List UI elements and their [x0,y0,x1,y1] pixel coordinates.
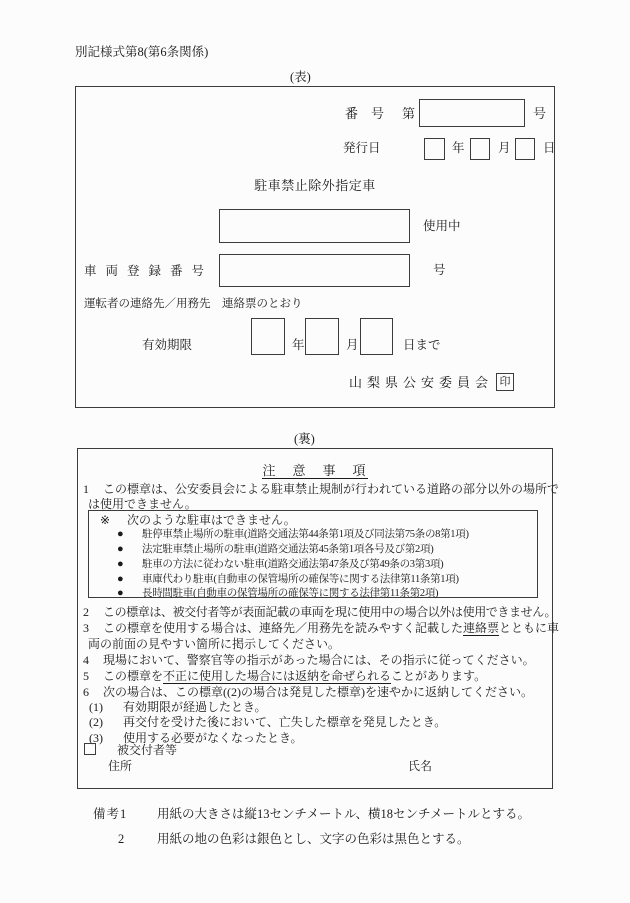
item-text: 次の場合は、この標章((2)の場合は発見した標章)を速やかに返納してください。 [103,685,533,699]
item-text: この標章は、被交付者等が表面記載の車両を現に使用中の場合以外は使用できません。 [103,605,557,619]
in-use-label: 使用中 [423,219,461,233]
item-number: 2 [83,605,89,619]
prohibited-item-text: 法定駐車禁止場所の駐車(道路交通法第45条第1項各号及び第2項) [142,544,434,555]
seal-box [496,373,514,391]
issue-day-label: 日 [543,141,556,155]
number-prefix: 第 [402,106,416,121]
caution-item-1-cont: は使用できません。 [88,497,197,511]
validity-year-input[interactable] [251,318,285,355]
caution-item-5 [83,669,486,683]
caution-item-3-cont: 両の前面の見やすい箇所に掲示してください。 [88,637,341,651]
number-label: 番 号 [345,106,385,121]
vehicle-reg-input[interactable] [219,254,410,287]
bullet-icon: ● [117,558,124,570]
subitem-number: (2) [89,715,103,729]
issue-month-label: 月 [498,141,511,155]
item-text: この標章を [103,669,164,683]
prohibited-item [117,543,433,556]
number-suffix: 号 [533,106,547,121]
bullet-icon: ● [117,573,124,585]
prohibited-item-text: 長時間駐車(自動車の保管場所の確保等に関する法律第11条第2項) [142,588,439,599]
caution-item-6 [83,685,533,699]
validity-label: 有効期限 [142,338,193,352]
driver-contact-line: 運転者の連絡先／用務先 連絡票のとおり [84,298,303,310]
prohibited-item [117,573,459,586]
item-number: 1 [83,482,89,496]
caution-title [77,463,553,478]
recipient-checkbox[interactable] [84,743,96,755]
doc-label: 別記様式第8(第6条関係) [75,45,209,59]
subitem-text: 再交付を受けた後において、亡失した標章を発見したとき。 [123,715,447,729]
name-label: 氏名 [408,759,433,773]
caution-subitem-1 [89,700,267,714]
caution-item-1 [83,482,559,496]
bullet-icon: ● [117,543,124,555]
item-number: 6 [83,685,89,699]
note-1-text: 用紙の大きさは縦13センチメートル、横18センチメートルとする。 [157,807,531,821]
item-text: ことがあります。 [391,669,487,683]
item-text: この標章を使用する場合は、連絡先／用務先を読みやすく記載した [103,621,464,635]
front-form-box [75,86,555,408]
prohibited-item-text: 駐停車禁止場所の駐車(道路交通法第44条第1項及び同法第75条の8第1項) [142,529,469,540]
issuer-name: 山梨県公安委員会 [349,375,494,390]
note-2-number: 2 [118,832,125,846]
validity-day-suffix: 日まで [403,338,441,352]
front-side-label: (表) [290,70,311,84]
subitem-text: 使用する必要がなくなったとき。 [123,731,303,745]
bullet-icon: ● [117,587,124,599]
caution-item-3 [83,621,559,635]
validity-year-label: 年 [292,338,305,352]
issue-date-label: 発行日 [343,141,381,155]
item-number: 5 [83,669,89,683]
validity-day-input[interactable] [360,318,393,355]
back-side-label: (裏) [294,432,315,446]
item-text: とともに車 [499,621,560,635]
permit-title: 駐車禁止除外指定車 [254,178,376,193]
subitem-number: (1) [89,700,103,714]
item-number: 3 [83,621,89,635]
validity-month-input[interactable] [305,318,339,355]
item-text-underlined: 不正に使用した場合には返納を命ぜられる [163,669,392,683]
caution-subitem-2 [89,715,446,729]
notice-header [100,513,296,527]
item-text: この標章は、公安委員会による駐車禁止規制が行われている道路の部分以外の場所で [103,482,560,496]
issue-month-input[interactable] [470,138,490,160]
prohibited-item-text: 駐車の方法に従わない駐車(道路交通法第47条及び第49条の3第3項) [142,559,444,570]
prohibited-item [117,558,443,571]
prohibited-item-text: 車庫代わり駐車(自動車の保管場所の確保等に関する法律第11条第1項) [142,574,459,585]
bullet-icon: ● [117,528,124,540]
issue-day-input[interactable] [515,138,535,160]
caution-title-text: 注 意 事 項 [262,463,368,478]
validity-month-label: 月 [346,338,359,352]
recipient-label: 被交付者等 [117,743,178,757]
seal-icon: 印 [499,376,511,388]
note-2-text: 用紙の地の色彩は銀色とし、文字の色彩は黒色とする。 [157,832,470,846]
caution-item-2 [83,605,556,619]
prohibited-item [117,587,438,600]
notice-header-text: 次のような駐車はできません。 [127,513,296,527]
number-input[interactable] [419,99,525,127]
usage-input[interactable] [219,209,410,243]
vehicle-reg-suffix: 号 [433,263,446,277]
prohibited-item [117,528,469,541]
notes-label: 備考1 [93,807,128,821]
caution-item-4 [83,653,535,667]
address-label: 住所 [108,759,133,773]
subitem-number: (3) [89,731,103,745]
issue-year-label: 年 [452,141,465,155]
item-number: 4 [83,653,89,667]
reference-mark-icon: ※ [100,513,111,527]
item-text: 現場において、警察官等の指示があった場合には、その指示に従ってください。 [103,653,535,667]
issue-year-input[interactable] [424,138,445,160]
vehicle-reg-label: 車両登録番号 [84,264,214,278]
item-text-underlined: 連絡票 [463,621,500,635]
subitem-text: 有効期限が経過したとき。 [123,700,267,714]
recipient-line [84,743,177,757]
